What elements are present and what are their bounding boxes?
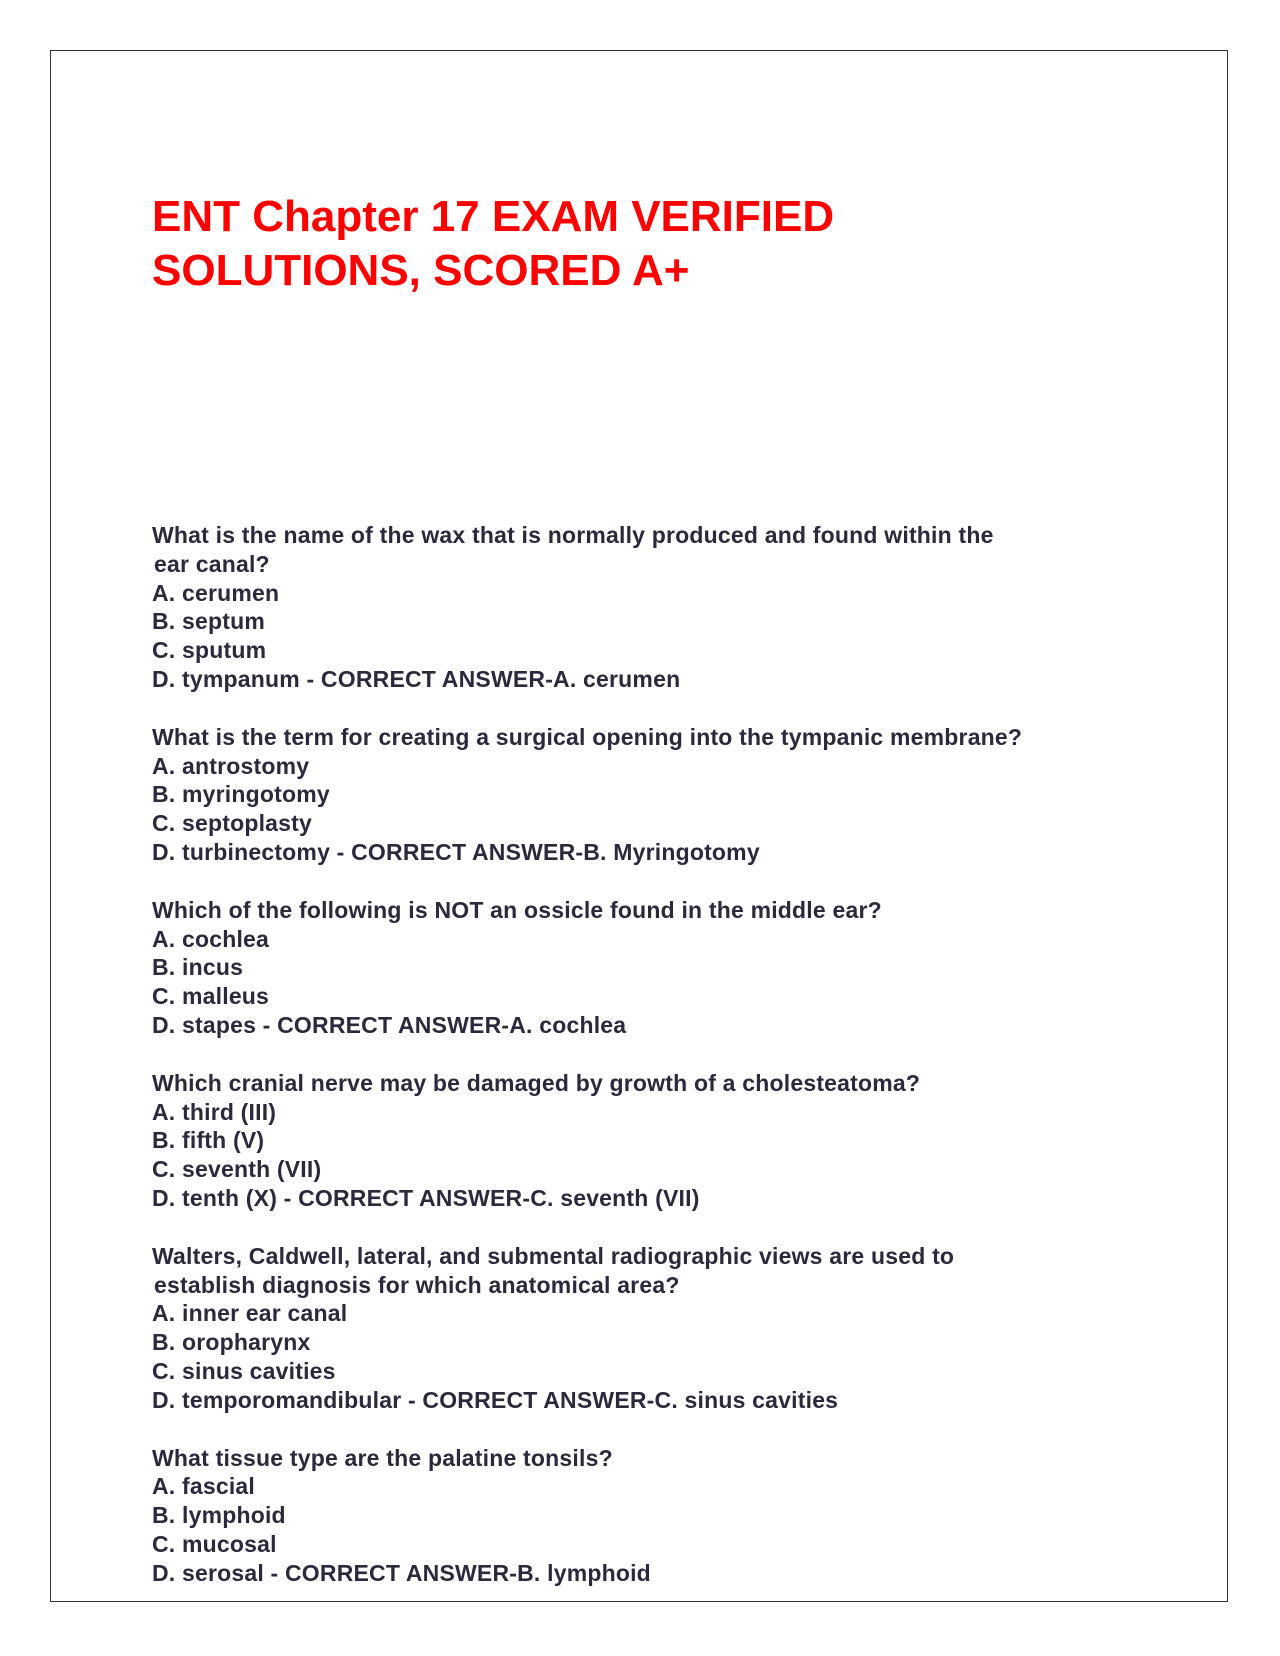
document-title — [152, 190, 1152, 298]
answer-option: B. septum — [152, 608, 265, 635]
answer-option-with-correct-answer: D. serosal - CORRECT ANSWER-B. lymphoid — [152, 1559, 651, 1586]
question-block — [152, 1444, 1172, 1588]
answer-option-with-correct-answer: D. tympanum - CORRECT ANSWER-A. cerumen — [152, 665, 681, 692]
answer-option-with-correct-answer: D. turbinectomy - CORRECT ANSWER-B. Myringotomy — [152, 838, 760, 865]
question-block — [152, 723, 1172, 867]
question-text: What tissue type are the palatine tonsils? — [152, 1444, 613, 1471]
answer-option: C. sputum — [152, 637, 267, 664]
question-block — [152, 1069, 1172, 1213]
answer-option: B. myringotomy — [152, 781, 330, 808]
answer-option: C. malleus — [152, 983, 270, 1010]
answer-option: A. cerumen — [152, 579, 280, 606]
answer-option: A. antrostomy — [152, 752, 310, 779]
question-block — [152, 1242, 1172, 1415]
answer-option-with-correct-answer: D. tenth (X) - CORRECT ANSWER-C. seventh (VII) — [152, 1184, 700, 1211]
document-title-line: ENT Chapter 17 EXAM VERIFIED — [152, 192, 835, 241]
answer-option: C. septoplasty — [152, 810, 313, 837]
question-text: Which of the following is NOT an ossicle found in the middle ear? — [152, 896, 882, 923]
question-block — [152, 521, 1172, 694]
document-title-line: SOLUTIONS, SCORED A+ — [152, 246, 690, 295]
question-block — [152, 896, 1172, 1040]
question-text: ear canal? — [154, 550, 270, 577]
answer-option-with-correct-answer: D. temporomandibular - CORRECT ANSWER-C. sinus cavities — [152, 1386, 839, 1413]
answer-option: A. inner ear canal — [152, 1300, 348, 1327]
question-text: Walters, Caldwell, lateral, and submental radiographic views are used to — [152, 1242, 955, 1269]
answer-option: B. lymphoid — [152, 1502, 286, 1529]
answer-option: B. fifth (V) — [152, 1127, 265, 1154]
answer-option: A. third (III) — [152, 1098, 277, 1125]
question-list — [152, 521, 1172, 1617]
answer-option: B. oropharynx — [152, 1329, 311, 1356]
answer-option: C. seventh (VII) — [152, 1156, 322, 1183]
answer-option: C. mucosal — [152, 1530, 277, 1557]
question-text: establish diagnosis for which anatomical area? — [154, 1271, 680, 1298]
question-text: What is the term for creating a surgical opening into the tympanic membrane? — [152, 723, 1023, 750]
answer-option-with-correct-answer: D. stapes - CORRECT ANSWER-A. cochlea — [152, 1011, 627, 1038]
answer-option: A. fascial — [152, 1473, 255, 1500]
question-text: Which cranial nerve may be damaged by growth of a cholesteatoma? — [152, 1069, 921, 1096]
answer-option: A. cochlea — [152, 925, 270, 952]
answer-option: B. incus — [152, 954, 244, 981]
answer-option: C. sinus cavities — [152, 1357, 336, 1384]
question-text: What is the name of the wax that is normally produced and found within the — [152, 522, 994, 548]
